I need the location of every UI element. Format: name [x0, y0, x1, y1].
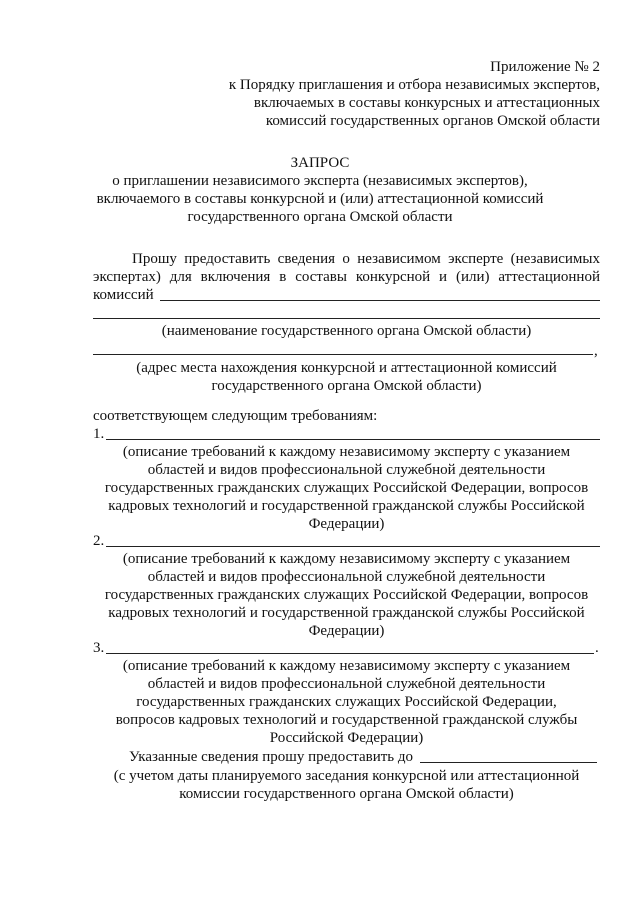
address-comma: ,	[594, 343, 598, 359]
appendix-number: Приложение № 2	[490, 59, 600, 75]
appendix-header	[200, 58, 600, 130]
requirement-hint-line: областей и видов профессиональной служебной деятельности	[147, 676, 546, 692]
requirement-hint-line: (описание требований к каждому независимому эксперту с указанием	[122, 551, 571, 567]
requirement-hint-line: государственных гражданских служащих Российской Федерации, вопросов	[104, 480, 589, 496]
title-heading: ЗАПРОС	[290, 155, 350, 171]
requirement-number: 3.	[93, 640, 105, 656]
requirement-hint	[93, 657, 600, 747]
requirement-fill-line[interactable]	[106, 546, 600, 547]
request-para-line2: экспертах) для включения в составы конкурсной и (или) аттестационной	[93, 269, 600, 285]
requirement-fill-line[interactable]	[106, 439, 600, 440]
requirement-hint-line: (описание требований к каждому независимому эксперту с указанием	[122, 444, 571, 460]
address-hint-line2: государственного органа Омской области)	[211, 378, 482, 394]
deadline-hint-line2: комиссии государственного органа Омской области)	[179, 786, 514, 802]
organ-fill-line1[interactable]	[160, 300, 600, 301]
requirement-hint-line: Федерации)	[308, 623, 385, 639]
requirement-hint-line: вопросов кадровых технологий и государственной гражданской службы	[115, 712, 578, 728]
requirement-hint-line: кадровых технологий и государственной гражданской службы Российской	[108, 605, 585, 621]
requirement-fill-line[interactable]	[106, 653, 594, 654]
requirement-hint-line: государственных гражданских служащих Российской Федерации, вопросов	[104, 587, 589, 603]
deadline-hint-line1: (с учетом даты планируемого заседания конкурсной или аттестационной	[113, 768, 580, 784]
requirement-hint-line: областей и видов профессиональной служебной деятельности	[147, 569, 546, 585]
requirement-number: 1.	[93, 426, 105, 442]
organ-hint: (наименование государственного органа Омской области)	[161, 323, 532, 339]
request-para-line1: Прошу предоставить сведения о независимом эксперте (независимых	[132, 251, 600, 267]
address-fill-line[interactable]	[93, 354, 593, 355]
appendix-ref-line1: к Порядку приглашения и отбора независимых экспертов,	[228, 77, 600, 93]
requirement-hint-line: областей и видов профессиональной служебной деятельности	[147, 462, 546, 478]
title-line2: включаемого в составы конкурсной и (или) аттестационной комиссий	[96, 191, 544, 207]
appendix-ref-line2: включаемых в составы конкурсных и аттестационных	[253, 95, 600, 111]
requirement-end-mark: .	[595, 640, 599, 656]
requirement-hint	[93, 443, 600, 533]
requirement-hint-line: Российской Федерации)	[269, 730, 424, 746]
deadline-hint	[93, 767, 600, 803]
requirement-hint	[93, 550, 600, 640]
document-title	[60, 154, 580, 226]
title-line1: о приглашении независимого эксперта (независимых экспертов),	[112, 173, 528, 189]
appendix-ref-line3: комиссий государственных органов Омской области	[265, 113, 600, 129]
organ-fill-line2[interactable]	[93, 318, 600, 319]
requirement-hint-line: Федерации)	[308, 516, 385, 532]
requirement-number: 2.	[93, 533, 105, 549]
requirement-hint-line: (описание требований к каждому независимому эксперту с указанием	[122, 658, 571, 674]
request-para-line3: комиссий	[93, 287, 154, 303]
deadline-fill-line[interactable]	[420, 762, 597, 763]
requirement-hint-line: государственных гражданских служащих Российской Федерации,	[136, 694, 557, 710]
title-line3: государственного органа Омской области	[187, 209, 453, 225]
deadline-text: Указанные сведения прошу предоставить до	[129, 749, 414, 765]
address-hint-line1: (адрес места нахождения конкурсной и аттестационной комиссий	[136, 360, 557, 376]
requirement-hint-line: кадровых технологий и государственной гражданской службы Российской	[108, 498, 585, 514]
requirements-intro: соответствующем следующим требованиям:	[93, 408, 378, 424]
address-hint	[93, 359, 600, 395]
